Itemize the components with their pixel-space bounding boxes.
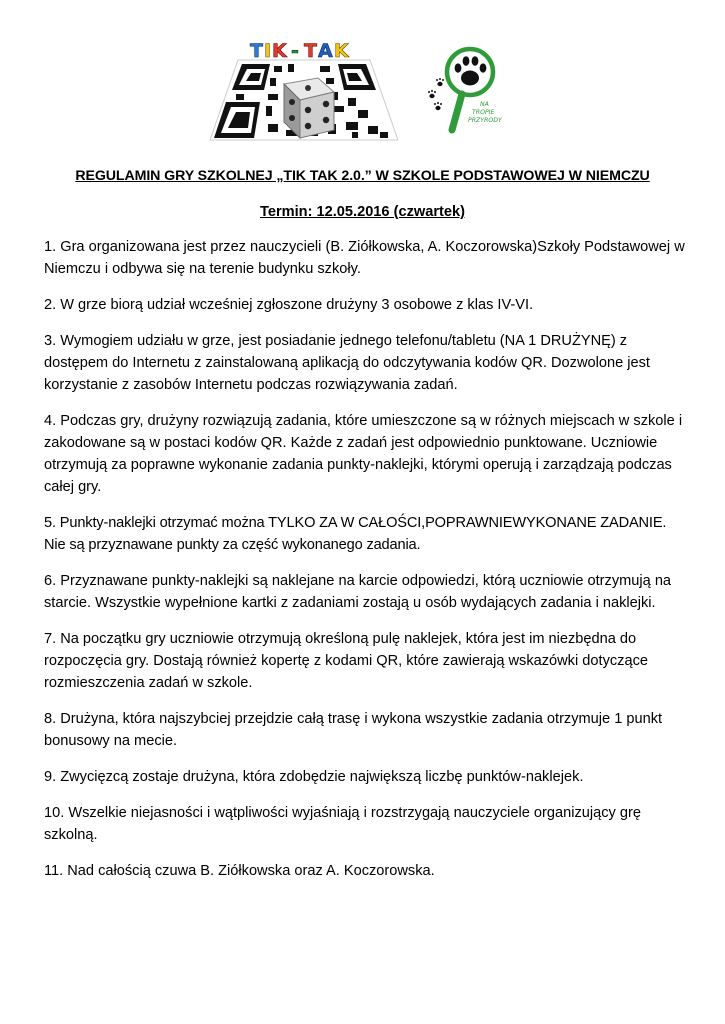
tik-tak-logo xyxy=(208,40,400,142)
na-tropie-przyrody-logo xyxy=(422,44,514,136)
logo-area xyxy=(0,40,725,145)
rule-6: 6. Przyznawane punkty-naklejki są naklejane na karcie odpowiedzi, którą uczniowie otrzymują na starcie. Wszystkie wypełnione kartki z zadaniami zostają u osób wydających zadania i naklejki. xyxy=(44,573,672,611)
rule-2: 2. W grze biorą udział wcześniej zgłoszone drużyny 3 osobowe z klas IV-VI. xyxy=(44,297,534,313)
rule-9: 9. Zwycięzcą zostaje drużyna, która zdobędzie największą liczbę punktów-naklejek. xyxy=(44,769,584,785)
svg-text:K: K xyxy=(272,40,287,62)
trop-text-2: TROPIE xyxy=(472,109,495,116)
document-date: Termin: 12.05.2016 (czwartek) xyxy=(260,204,465,220)
svg-text:T: T xyxy=(304,40,317,62)
svg-text:K: K xyxy=(334,40,349,62)
svg-text:-: - xyxy=(291,40,299,62)
rule-5: 5. Punkty-naklejki otrzymać można TYLKO ZA W CAŁOŚCI,POPRAWNIEWYKONANE ZADANIE. Nie są przyznawane punkty za część wykonanego zadania. xyxy=(44,515,667,553)
rule-8: 8. Drużyna, która najszybciej przejdzie całą trasę i wykona wszystkie zadania otrzymuje 1 punkt bonusowy na mecie. xyxy=(44,711,663,749)
svg-text:I: I xyxy=(264,40,272,62)
rule-7: 7. Na początku gry uczniowie otrzymują określoną pulę naklejek, która jest im niezbędna do rozpoczęcia gry. Dostają również kopertę z kodami QR, które zawierają wskazówki dotyczące rozmieszczenia zadań w szkole. xyxy=(44,631,648,691)
rule-10: 10. Wszelkie niejasności i wątpliwości wyjaśniają i rozstrzygają nauczyciele organizujący grę szkolną. xyxy=(44,805,641,843)
rule-4: 4. Podczas gry, drużyny rozwiązują zadania, które umieszczone są w różnych miejscach w szkole i zakodowane są w postaci kodów QR. Każde z zadań jest odpowiednio punktowane. Uczniowie otrzymują za poprawne wykonanie zadania punkty-naklejki, którymi operują i zarządzają podczas całej gry. xyxy=(44,413,683,495)
rule-3: 3. Wymogiem udziału w grze, jest posiadanie jednego telefonu/tabletu (NA 1 DRUŻYNĘ) z dostępem do Internetu z zainstalowaną aplikacją do odczytywania kodów QR. Dozwolone jest korzystanie z zasobów Internetu podczas rozwiązywania zadań. xyxy=(44,333,650,393)
trop-text-3: PRZYRODY xyxy=(468,117,502,124)
trop-text-1: NA xyxy=(480,101,489,108)
rule-1: 1. Gra organizowana jest przez nauczycieli (B. Ziółkowska, A. Koczorowska)Szkoły Podstawowej w Niemczu i odbywa się na terenie budynku szkoły. xyxy=(44,239,685,277)
rule-11: 11. Nad całością czuwa B. Ziółkowska oraz A. Koczorowska. xyxy=(44,863,435,879)
document-title: REGULAMIN GRY SZKOLNEJ „TIK TAK 2.0.” W SZKOLE PODSTAWOWEJ W NIEMCZU xyxy=(75,168,650,184)
svg-text:T: T xyxy=(250,40,263,62)
svg-text:A: A xyxy=(318,40,333,62)
rules-list xyxy=(44,236,686,896)
